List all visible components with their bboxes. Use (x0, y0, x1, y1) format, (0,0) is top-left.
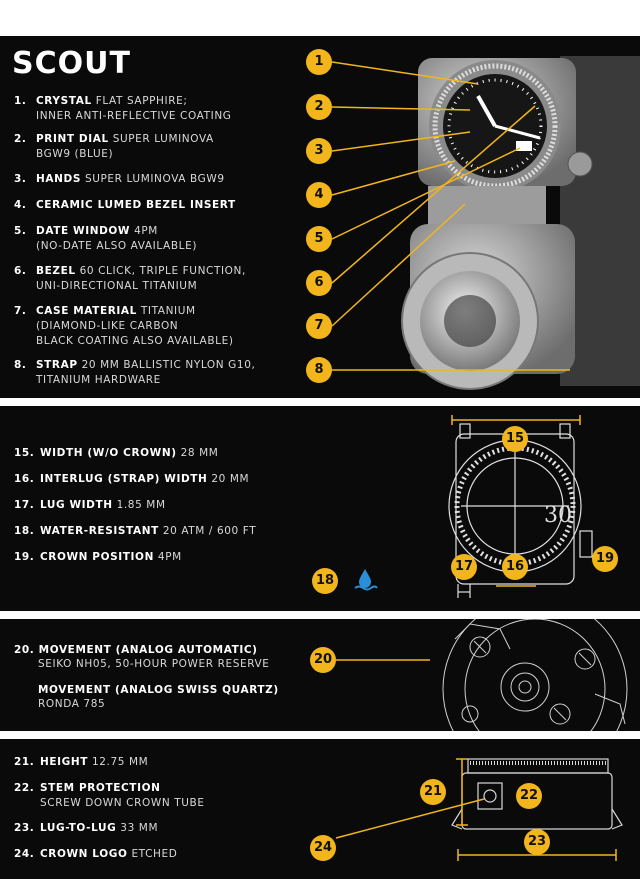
callout-badge-19: 19 (592, 546, 618, 572)
spec-item-crown-logo: 24. CROWN LOGO ETCHED (14, 848, 178, 860)
spec-item-width: 15. WIDTH (W/O CROWN) 28 MM (14, 447, 219, 459)
water-drop-icon (352, 566, 378, 592)
product-title: SCOUT (12, 46, 131, 81)
callout-badge-24: 24 (310, 835, 336, 861)
specs-panel-profile (0, 739, 640, 879)
crown-outline (580, 531, 592, 557)
dial-numeral: 30 (544, 503, 572, 528)
spec-item-bezel: 6. BEZEL 60 CLICK, TRIPLE FUNCTION, UNI-DIRECTIONAL TITANIUM (14, 265, 246, 292)
case-middle (428, 186, 546, 226)
callout-badge-2: 2 (306, 94, 332, 120)
spec-item-interlug-width: 16. INTERLUG (STRAP) WIDTH 20 MM (14, 473, 250, 485)
spec-item-crown-position: 19. CROWN POSITION 4PM (14, 551, 182, 563)
spec-item-lug-width: 17. LUG WIDTH 1.85 MM (14, 499, 166, 511)
callout-badge-15: 15 (502, 426, 528, 452)
movement-diagram (0, 619, 640, 731)
crown (568, 152, 592, 176)
spec-item-print-dial: 2. PRINT DIAL SUPER LUMINOVA BGW9 (BLUE) (14, 133, 214, 160)
spec-item-date-window: 5. DATE WINDOW 4PM (NO-DATE ALSO AVAILABLE) (14, 225, 198, 252)
spec-item-crystal: 1. CRYSTAL FLAT SAPPHIRE; INNER ANTI-REFLECTIVE COATING (14, 95, 232, 122)
callout-badge-4: 4 (306, 182, 332, 208)
callout-badge-6: 6 (306, 270, 332, 296)
specs-panel-movement (0, 619, 640, 731)
spec-item-stem-protection: 22. STEM PROTECTION SCREW DOWN CROWN TUBE (14, 782, 205, 809)
callout-badge-22: 22 (516, 783, 542, 809)
callout-badge-1: 1 (306, 49, 332, 75)
callout-badge-23: 23 (524, 829, 550, 855)
spec-item-lug-to-lug: 23. LUG-TO-LUG 33 MM (14, 822, 159, 834)
callout-badge-7: 7 (306, 313, 332, 339)
spec-item-bezel-insert: 4. CERAMIC LUMED BEZEL INSERT (14, 199, 236, 211)
movement-quartz-label: MOVEMENT (ANALOG SWISS QUARTZ) (38, 684, 279, 696)
movement-automatic-label: 20. MOVEMENT (ANALOG AUTOMATIC) (14, 644, 258, 656)
spec-item-water-resistance: 18. WATER-RESISTANT 20 ATM / 600 FT (14, 525, 257, 537)
callout-badge-20: 20 (310, 647, 336, 673)
callout-badge-21: 21 (420, 779, 446, 805)
callout-badge-5: 5 (306, 226, 332, 252)
movement-quartz-value: RONDA 785 (38, 698, 106, 710)
specs-panel-scout (0, 36, 640, 398)
callout-badge-18: 18 (312, 568, 338, 594)
spec-item-case-material: 7. CASE MATERIAL TITANIUM (DIAMOND-LIKE CARBON BLACK COATING ALSO AVAILABLE) (14, 305, 234, 347)
crown-profile (478, 783, 502, 809)
spec-item-height: 21. HEIGHT 12.75 MM (14, 756, 149, 768)
movement-automatic-value: SEIKO NH05, 50-HOUR POWER RESERVE (38, 658, 270, 670)
callout-badge-8: 8 (306, 357, 332, 383)
callout-badge-3: 3 (306, 138, 332, 164)
spec-item-hands: 3. HANDS SUPER LUMINOVA BGW9 (14, 173, 225, 185)
callout-badge-17: 17 (451, 554, 477, 580)
specs-panel-dimensions (0, 406, 640, 611)
spec-item-strap: 8. STRAP 20 MM BALLISTIC NYLON G10, TITANIUM HARDWARE (14, 359, 256, 386)
callout-badge-16: 16 (502, 554, 528, 580)
